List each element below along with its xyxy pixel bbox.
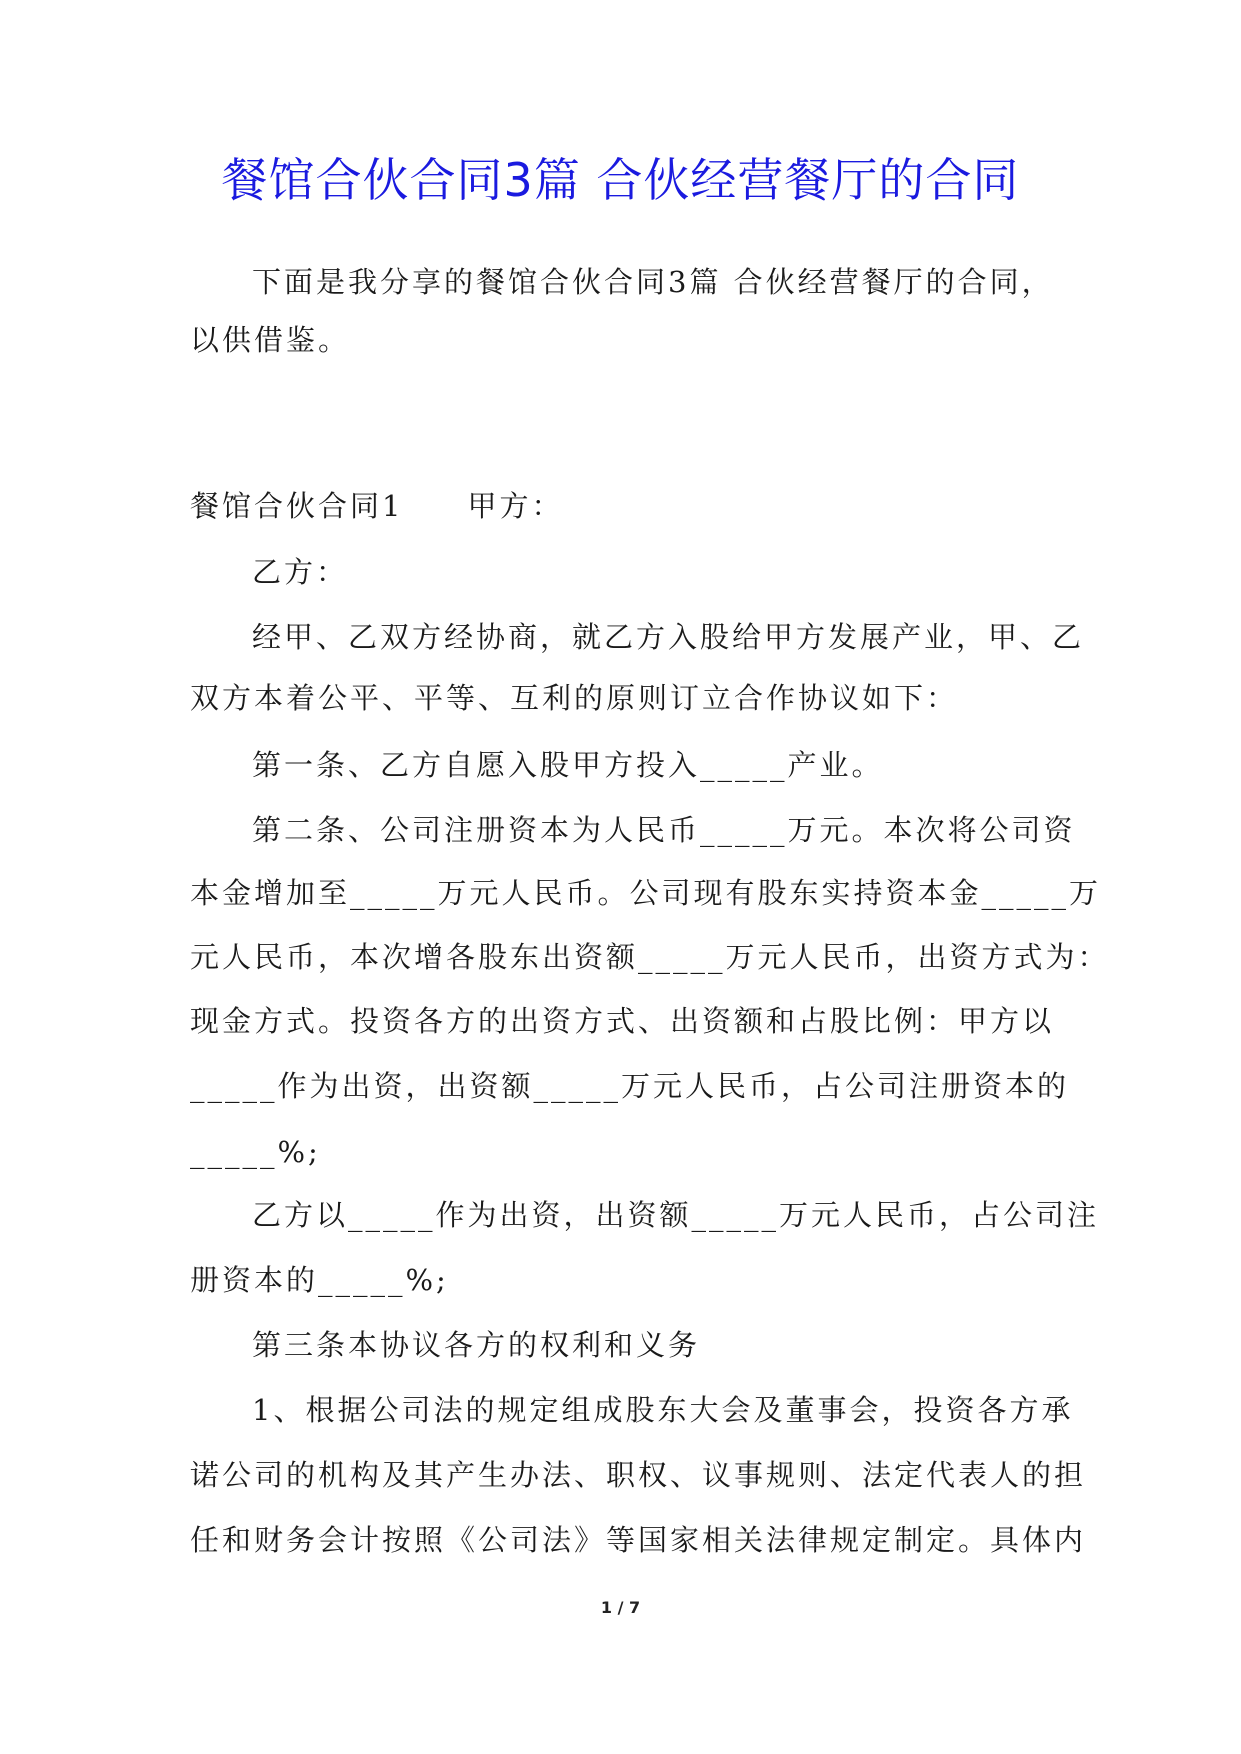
article-2-line-2: 本金增加至_____万元人民币。公司现有股东实持资本金_____万	[190, 876, 1102, 910]
preamble-line-2: 双方本着公平、平等、互利的原则订立合作协议如下：	[190, 681, 959, 715]
intro-line-2: 以供借鉴。	[190, 323, 351, 357]
article-3-heading: 第三条本协议各方的权利和义务	[252, 1328, 701, 1362]
intro-line-1: 下面是我分享的餐馆合伙合同3篇 合伙经营餐厅的合同，	[252, 265, 1054, 299]
article-3-item-1-line-3: 任和财务会计按照《公司法》等国家相关法律规定制定。具体内	[190, 1523, 1087, 1557]
article-3-item-1-line-2: 诺公司的机构及其产生办法、职权、议事规则、法定代表人的担	[190, 1458, 1087, 1492]
party-b-contribution-line-1: 乙方以_____作为出资，出资额_____万元人民币，占公司注	[252, 1198, 1100, 1232]
party-b-line: 乙方：	[252, 555, 349, 589]
article-2-line-6: _____%;	[190, 1135, 321, 1169]
preamble-line-1: 经甲、乙双方经协商，就乙方入股给甲方发展产业，甲、乙	[252, 620, 1085, 654]
contract-heading-line: 餐馆合伙合同1 甲方：	[190, 489, 564, 523]
party-b-contribution-line-2: 册资本的_____%;	[190, 1263, 449, 1297]
page-number: 1 / 7	[600, 1598, 641, 1617]
article-2-line-3: 元人民币，本次增各股东出资额_____万元人民币，出资方式为：	[190, 940, 1110, 974]
article-2-line-1: 第二条、公司注册资本为人民币_____万元。本次将公司资	[252, 813, 1076, 847]
article-1-line: 第一条、乙方自愿入股甲方投入_____产业。	[252, 748, 884, 782]
article-3-item-1-line-1: 1、根据公司法的规定组成股东大会及董事会，投资各方承	[252, 1393, 1074, 1427]
article-2-line-4: 现金方式。投资各方的出资方式、出资额和占股比例：甲方以	[190, 1004, 1055, 1038]
document-title: 餐馆合伙合同3篇 合伙经营餐厅的合同	[221, 153, 1020, 207]
article-2-line-5: _____作为出资，出资额_____万元人民币，占公司注册资本的	[190, 1069, 1070, 1103]
